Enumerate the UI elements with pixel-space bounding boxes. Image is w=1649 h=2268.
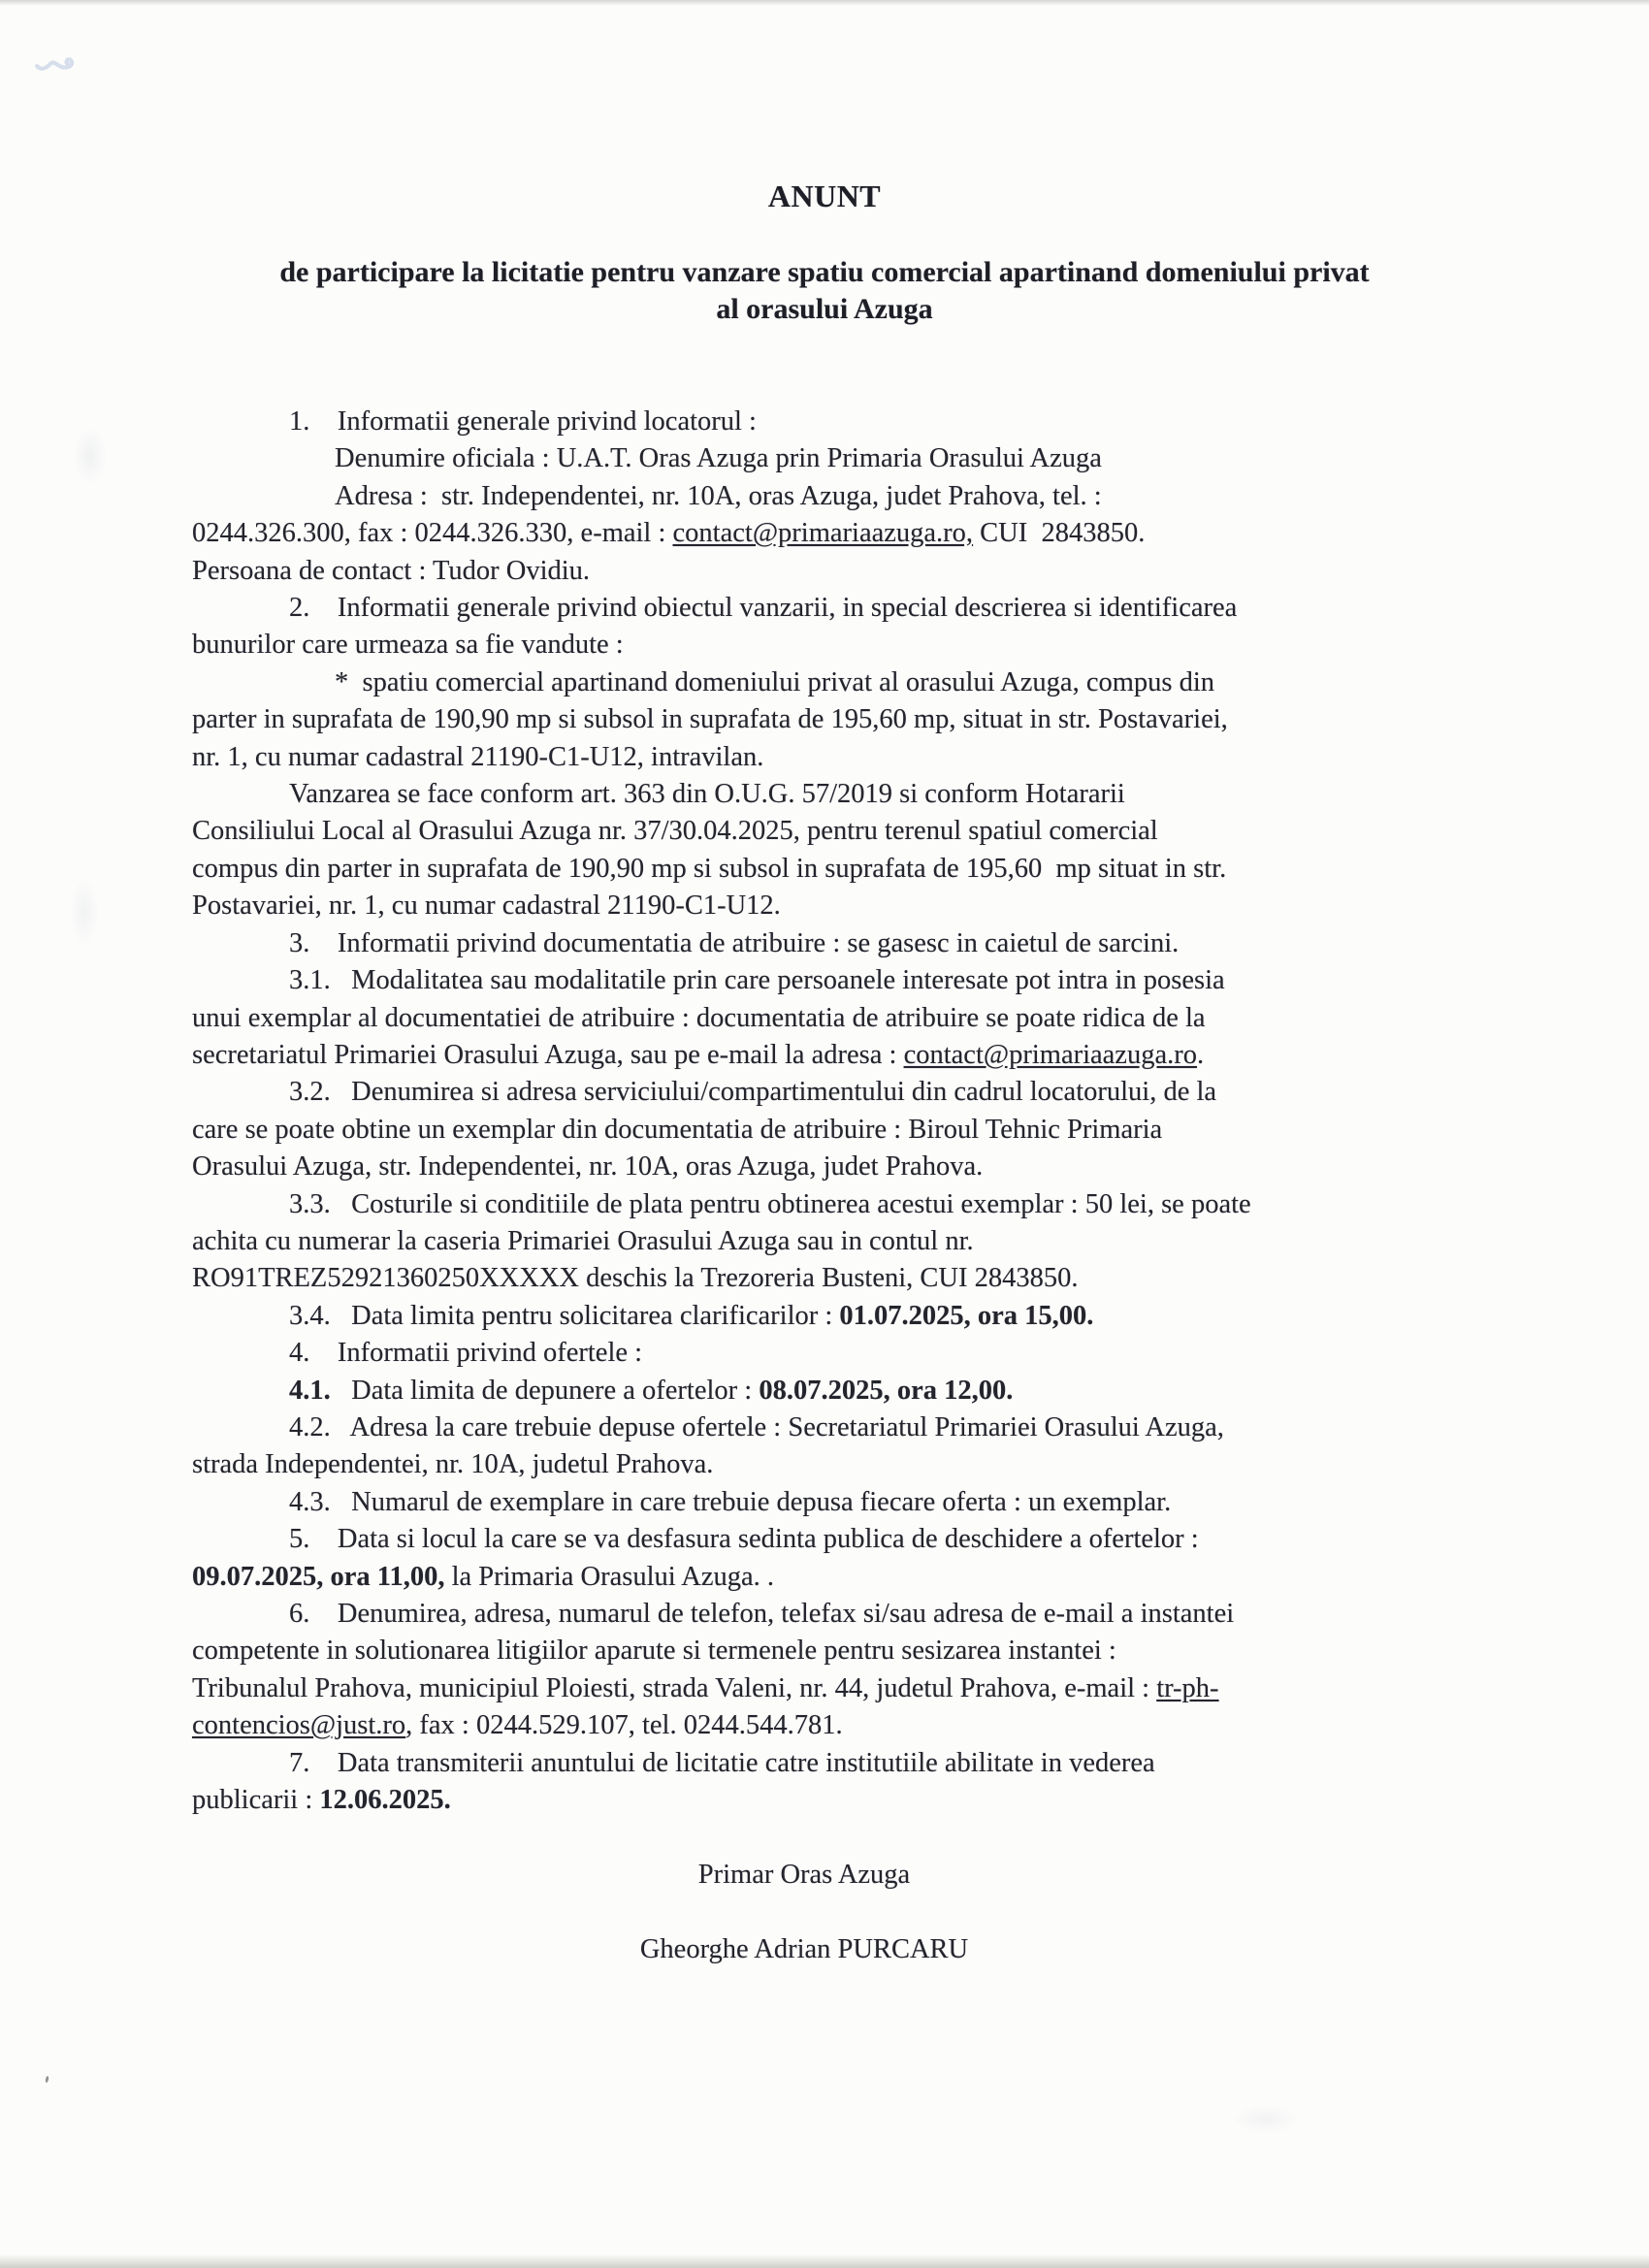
text-run: competente in solutionarea litigiilor aparute si termenele pentru sesizarea instantei : <box>192 1636 1116 1667</box>
text-run: Orasului Azuga, str. Independentei, nr. 10A, oras Azuga, judet Prahova. <box>192 1151 984 1183</box>
text-run: 4. Informatii privind ofertele : <box>289 1338 643 1369</box>
signature-block <box>192 1857 1416 1968</box>
deadline-offers: 08.07.2025, ora 12,00. <box>759 1375 1014 1406</box>
text-line <box>192 1000 1416 1037</box>
text-line <box>192 1373 1416 1409</box>
text-run: parter in suprafata de 190,90 mp si subsol in suprafata de 195,60 mp, situat in str. Postavariei, <box>192 704 1228 735</box>
email-court: contencios@just.ro <box>192 1710 406 1741</box>
text-line <box>192 1484 1416 1521</box>
text-run: unui exemplar al documentatiei de atribuire : documentatia de atribuire se poate ridica de la <box>192 1002 1206 1033</box>
text-line <box>192 1149 1416 1185</box>
text-run: 2. Informatii generale privind obiectul vanzarii, in special descrierea si identificarea <box>289 593 1238 624</box>
text-run: care se poate obtine un exemplar din documentatia de atribuire : Biroul Tehnic Primaria <box>192 1114 1163 1145</box>
text-line <box>192 962 1416 999</box>
scan-smudge <box>70 878 99 946</box>
signature-role-line: Primar Oras Azuga <box>697 1860 911 1890</box>
text-run: 1. Informatii generale privind locatorul : <box>289 406 757 437</box>
text-line <box>192 888 1416 924</box>
text-run: secretariatul Primariei Orasului Azuga, sau pe e-mail la adresa : <box>192 1039 904 1070</box>
text-line <box>192 553 1416 590</box>
text-line <box>192 1596 1416 1633</box>
text-run: 3.4. Data limita pentru solicitarea clarificarilor : <box>289 1300 840 1331</box>
text-run: 3.2. Denumirea si adresa serviciului/compartimentului din cadrul locatorului, de la <box>289 1077 1217 1108</box>
text-run: 4.3. Numarul de exemplare in care trebuie depusa fiecare oferta : un exemplar. <box>289 1486 1172 1517</box>
scan-edge-artifact-bottom <box>0 2254 1649 2268</box>
text-line <box>192 1335 1416 1372</box>
email-contact: contact@primariaazuga.ro <box>903 1039 1197 1070</box>
text-line <box>192 515 1416 552</box>
text-line <box>192 925 1416 962</box>
text-run: nr. 1, cu numar cadastral 21190-C1-U12, intravilan. <box>192 741 764 772</box>
publication-date: 12.06.2025. <box>319 1785 451 1816</box>
document-subtitle-line: de participare la licitatie pentru vanzare spatiu comercial apartinand domeniului privat <box>279 256 1370 288</box>
text-line <box>192 1074 1416 1111</box>
text-line <box>192 1298 1416 1335</box>
text-run: CUI 2843850. <box>973 518 1146 549</box>
text-run: 3. Informatii privind documentatia de atribuire : se gasesc in caietul de sarcini. <box>289 927 1180 958</box>
document-body <box>192 404 1416 1819</box>
document-subtitle-line: al orasului Azuga <box>716 293 933 326</box>
text-line <box>192 1707 1416 1744</box>
text-line <box>192 1260 1416 1297</box>
text-run: 6. Denumirea, adresa, numarul de telefon, telefax si/sau adresa de e-mail a instantei <box>289 1599 1235 1629</box>
text-line <box>192 1223 1416 1260</box>
text-line <box>192 404 1416 440</box>
text-run: compus din parter in suprafata de 190,90 mp si subsol in suprafata de 195,60 mp situat in str. <box>192 853 1227 884</box>
text-line <box>192 1670 1416 1707</box>
text-line <box>192 701 1416 738</box>
ink-speck <box>45 2076 48 2083</box>
text-line <box>192 440 1416 477</box>
email-contact: contact@primariaazuga.ro, <box>672 518 974 549</box>
text-run: publicarii : <box>192 1785 320 1816</box>
text-run: 3.1. Modalitatea sau modalitatile prin care persoanele interesate pot intra in posesia <box>289 965 1225 996</box>
text-run: RO91TREZ52921360250XXXXX deschis la Trezoreria Busteni, CUI 2843850. <box>192 1263 1079 1294</box>
text-line <box>192 813 1416 850</box>
scan-smudge <box>1232 2105 1300 2134</box>
text-run: bunurilor care urmeaza sa fie vandute : <box>192 630 624 661</box>
text-line <box>192 1112 1416 1149</box>
text-line <box>192 1037 1416 1074</box>
scan-smudge <box>74 427 107 485</box>
text-run: , fax : 0244.529.107, tel. 0244.544.781. <box>405 1710 843 1741</box>
opening-session-date: 09.07.2025, ora 11,00, <box>192 1561 445 1592</box>
text-run: Adresa : str. Independentei, nr. 10A, oras Azuga, judet Prahova, tel. : <box>335 480 1102 511</box>
text-line <box>192 851 1416 888</box>
signature-name-line: Gheorghe Adrian PURCARU <box>639 1933 969 1964</box>
text-run: 0244.326.300, fax : 0244.326.330, e-mail : <box>192 518 673 549</box>
text-run: Tribunalul Prahova, municipiul Ploiesti, strada Valeni, nr. 44, judetul Prahova, e-mail : <box>192 1672 1157 1703</box>
text-line <box>192 1782 1416 1819</box>
text-run: Persoana de contact : Tudor Ovidiu. <box>192 555 591 586</box>
text-line <box>192 1745 1416 1782</box>
pen-squiggle-mark <box>35 52 78 74</box>
scan-edge-artifact-top <box>0 0 1649 6</box>
text-line <box>192 1409 1416 1446</box>
text-run: 7. Data transmiterii anuntului de licitatie catre institutiile abilitate in vederea <box>289 1747 1155 1778</box>
text-line <box>192 1633 1416 1669</box>
text-run: Vanzarea se face conform art. 363 din O.U.G. 57/2019 si conform Hotararii <box>289 779 1125 810</box>
deadline-clarifications: 01.07.2025, ora 15,00. <box>839 1300 1094 1331</box>
text-line <box>192 1186 1416 1223</box>
text-line <box>192 739 1416 776</box>
document-title: ANUNT <box>767 178 882 213</box>
text-run: 4.1. <box>289 1375 331 1406</box>
text-run: strada Independentei, nr. 10A, judetul Prahova. <box>192 1449 714 1480</box>
text-line <box>192 627 1416 664</box>
document-subtitle <box>0 254 1649 329</box>
text-run: 5. Data si locul la care se va desfasura sedinta publica de deschidere a ofertelor : <box>289 1524 1199 1555</box>
text-line <box>192 478 1416 515</box>
text-run: . <box>1196 1039 1205 1070</box>
document-header <box>0 177 1649 329</box>
text-line <box>192 590 1416 627</box>
text-line <box>192 1446 1416 1483</box>
text-line <box>192 1559 1416 1596</box>
text-line <box>192 1521 1416 1558</box>
email-court: tr-ph- <box>1156 1672 1219 1703</box>
text-run: 4.2. Adresa la care trebuie depuse ofertele : Secretariatul Primariei Orasului Azuga, <box>289 1411 1224 1442</box>
text-run: Denumire oficiala : U.A.T. Oras Azuga prin Primaria Orasului Azuga <box>335 443 1102 474</box>
text-run: Postavariei, nr. 1, cu numar cadastral 21190-C1-U12. <box>192 891 781 922</box>
text-run: * spatiu comercial apartinand domeniului privat al orasului Azuga, compus din <box>335 666 1215 697</box>
text-line <box>192 776 1416 813</box>
text-run: Consiliului Local al Orasului Azuga nr. 37/30.04.2025, pentru terenul spatiul comercial <box>192 816 1158 847</box>
text-run: la Primaria Orasului Azuga. . <box>444 1561 774 1592</box>
text-run: 3.3. Costurile si conditiile de plata pentru obtinerea acestui exemplar : 50 lei, se poate <box>289 1188 1251 1219</box>
text-run: Data limita de depunere a ofertelor : <box>330 1375 760 1406</box>
text-run: achita cu numerar la caseria Primariei Orasului Azuga sau in contul nr. <box>192 1225 974 1256</box>
text-line <box>192 664 1416 701</box>
